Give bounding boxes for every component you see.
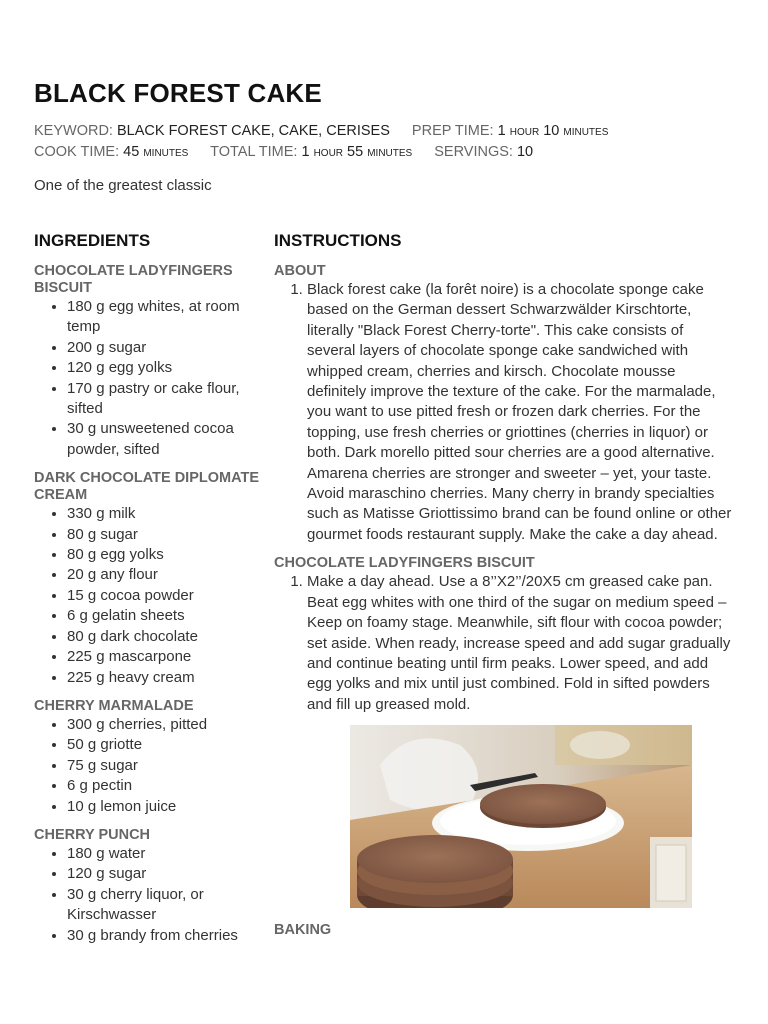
prep-time-minutes: 10: [543, 123, 560, 139]
ingredient-item: • 180 g egg whites, at room temp: [67, 297, 266, 338]
prep-time-minutes-unit: minutes: [563, 123, 609, 139]
recipe-card: [34, 78, 734, 944]
total-time-minutes: 55: [347, 144, 364, 160]
ingredient-item: • 30 g brandy from cherries: [67, 926, 266, 946]
ingredient-item: • 30 g unsweetened cocoa powder, sifted: [67, 419, 266, 460]
ingredient-item: • 120 g egg yolks: [67, 358, 266, 378]
ingredient-item: • 75 g sugar: [67, 756, 266, 776]
ingredient-item: • 180 g water: [67, 844, 266, 864]
cook-time-label: COOK TIME:: [34, 144, 120, 160]
ingredient-item: • 30 g cherry liquor, or Kirschwasser: [67, 885, 266, 926]
servings-meta: [434, 144, 533, 160]
keyword-label: KEYWORD:: [34, 123, 113, 139]
prep-time-hours-unit: hour: [509, 123, 540, 139]
ingredient-item: • 10 g lemon juice: [67, 797, 266, 817]
recipe-meta-line-1: [34, 121, 734, 142]
instruction-group-title: BAKING: [274, 922, 332, 939]
ingredient-item: • 6 g gelatin sheets: [67, 606, 266, 626]
ingredient-item: • 330 g milk: [67, 504, 266, 524]
ingredient-item: • 80 g egg yolks: [67, 545, 266, 565]
instructions-column: [274, 231, 734, 939]
ingredient-item: • 6 g pectin: [67, 776, 266, 796]
ingredients-column: [34, 231, 266, 956]
recipe-title: BLACK FOREST CAKE: [34, 78, 322, 108]
ingredient-list: [34, 844, 266, 946]
cook-time-meta: [34, 144, 188, 160]
ingredient-group-title: CHERRY PUNCH: [34, 826, 151, 843]
ingredient-item: • 50 g griotte: [67, 735, 266, 755]
prep-time-hours: 1: [497, 123, 506, 139]
keyword-meta: [34, 123, 390, 139]
ingredient-item: • 120 g sugar: [67, 864, 266, 884]
total-time-label: TOTAL TIME:: [210, 144, 298, 160]
ingredient-item: • 225 g heavy cream: [67, 668, 266, 688]
instruction-group-title: CHOCOLATE LADYFINGERS BISCUIT: [274, 555, 535, 572]
prep-time-label: PREP TIME:: [411, 123, 494, 139]
ingredient-list: [34, 504, 266, 688]
ingredient-item: • 20 g any flour: [67, 565, 266, 585]
ingredient-item: • 15 g cocoa powder: [67, 586, 266, 606]
servings-value: 10: [516, 144, 534, 160]
ingredient-group-title: DARK CHOCOLATE DIPLOMATE CREAM: [34, 470, 260, 504]
instructions-heading: INSTRUCTIONS: [274, 231, 402, 250]
instruction-step: 1. Make a day ahead. Use a 8’’X2’’/20X5 cm greased cake pan. Beat egg whites with one third of the sugar on medium speed – Keep on foamy stage. Meanwhile, sift flour with cocoa powder; set aside. When ready, increase speed and add sugar gradually and continue beating until firm peaks. Lower speed, and add egg yolks and mix until just combined. Fold in sifted powders and fill up greased mold.: [307, 572, 734, 715]
ingredient-group-title: CHOCOLATE LADYFINGERS BISCUIT: [34, 263, 233, 296]
cook-time-unit: minutes: [143, 144, 189, 160]
ingredient-item: • 80 g dark chocolate: [67, 627, 266, 647]
ingredient-item: • 170 g pastry or cake flour, sifted: [67, 379, 266, 420]
total-time-meta: [210, 144, 412, 160]
keyword-value: BLACK FOREST CAKE, CAKE, CERISES: [116, 123, 390, 139]
ingredient-group-title: CHERRY MARMALADE: [34, 697, 194, 714]
ingredient-item: • 225 g mascarpone: [67, 647, 266, 667]
instruction-list: [274, 572, 734, 715]
ingredient-list: [34, 297, 266, 460]
ingredient-item: • 80 g sugar: [67, 525, 266, 545]
instruction-step: 1. Black forest cake (la forêt noire) is a chocolate sponge cake based on the German dessert Schwarzwälder Kirschtorte, literally "Black Forest Cherry-torte". This cake consists of several layers of chocolate sponge cake sandwiched with whipped cream, cherries and kirsch. Chocolate mousse definitely improve the texture of the cake. For the marmalade, you want to use pitted fresh or frozen dark cherries. For the topping, use fresh cherries or griottines (cherries in liquor) or both. Dark morello pitted sour cherries are a good alternative. Amarena cherries are stronger and sweeter – yet, your taste. Avoid maraschino cherries. Many cherry in brandy specialties such as Matisse Griottissimo brand can be found online or other gourmet foods restaurant supply. Make the cake a day ahead.: [307, 280, 734, 545]
ingredients-heading: INGREDIENTS: [34, 231, 151, 250]
total-time-hours: 1: [301, 144, 310, 160]
total-time-hours-unit: hour: [313, 144, 344, 160]
cake-layers-photo: [350, 725, 692, 908]
ingredient-item: • 300 g cherries, pitted: [67, 715, 266, 735]
recipe-summary: One of the greatest classic: [34, 177, 212, 194]
cook-time-value: 45: [123, 144, 140, 160]
instruction-list: [274, 280, 734, 545]
prep-time-meta: [412, 123, 608, 139]
total-time-minutes-unit: minutes: [367, 144, 413, 160]
instruction-group-title: ABOUT: [274, 263, 326, 279]
recipe-meta-line-2: [34, 142, 734, 163]
ingredient-list: [34, 715, 266, 817]
servings-label: SERVINGS:: [434, 144, 513, 160]
ingredient-item: • 200 g sugar: [67, 338, 266, 358]
